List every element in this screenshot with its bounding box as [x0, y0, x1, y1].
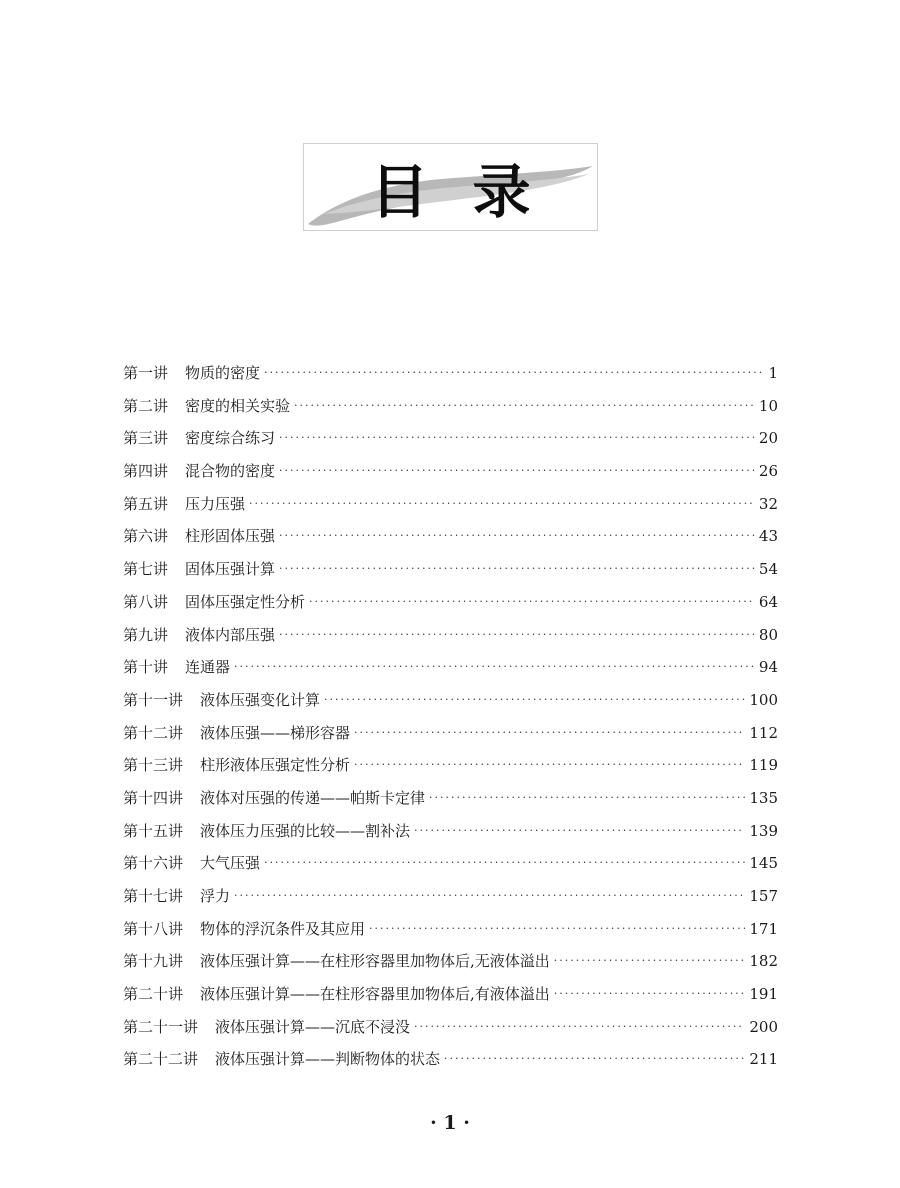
- lecture-number: 第十九讲: [123, 952, 184, 971]
- toc-title: 目录: [370, 158, 575, 226]
- lecture-number: 第九讲: [123, 625, 169, 644]
- toc-entry[interactable]: [123, 885, 778, 918]
- lecture-number: 第二讲: [123, 396, 169, 415]
- lecture-title: 混合物的密度: [185, 462, 276, 481]
- lecture-title: 密度综合练习: [185, 429, 276, 448]
- dot-leader: [429, 791, 745, 804]
- lecture-number: 第十三讲: [123, 756, 184, 775]
- lecture-number: 第三讲: [123, 429, 169, 448]
- page-ref: 94: [758, 658, 778, 677]
- toc-entry[interactable]: [123, 722, 778, 755]
- lecture-number: 第六讲: [123, 527, 169, 546]
- page-ref: 211: [749, 1050, 778, 1069]
- lecture-title: 柱形液体压强定性分析: [200, 756, 351, 775]
- lecture-title: 液体压强计算——在柱形容器里加物体后,有液体溢出: [200, 985, 550, 1004]
- lecture-number: 第十一讲: [123, 690, 184, 709]
- toc-entry[interactable]: [123, 395, 778, 428]
- toc-title-banner: [303, 143, 598, 231]
- dot-leader: [234, 889, 745, 902]
- lecture-number: 第十五讲: [123, 821, 184, 840]
- page-ref: 80: [758, 625, 778, 644]
- toc-entry[interactable]: [123, 525, 778, 558]
- toc-entry[interactable]: [123, 689, 778, 722]
- dot-leader: [264, 366, 764, 379]
- page-ref: 54: [758, 560, 778, 579]
- lecture-title: 液体压强——梯形容器: [200, 723, 351, 742]
- page-ref: 43: [758, 527, 778, 546]
- toc-entry[interactable]: [123, 591, 778, 624]
- dot-leader: [354, 758, 745, 771]
- toc-entry[interactable]: [123, 624, 778, 657]
- toc-entry[interactable]: [123, 918, 778, 951]
- lecture-title: 连通器: [185, 658, 231, 677]
- page-ref: 26: [758, 462, 778, 481]
- page-ref: 10: [758, 396, 778, 415]
- lecture-title: 密度的相关实验: [185, 396, 291, 415]
- lecture-title: 液体压强计算——在柱形容器里加物体后,无液体溢出: [200, 952, 550, 971]
- lecture-title: 物质的密度: [185, 364, 261, 382]
- dot-leader: [369, 922, 745, 935]
- dot-leader: [279, 431, 755, 444]
- toc-entry[interactable]: [123, 460, 778, 493]
- dot-leader: [554, 954, 746, 967]
- dot-leader: [554, 987, 746, 1000]
- lecture-title: 液体内部压强: [185, 625, 276, 644]
- lecture-number: 第七讲: [123, 560, 169, 579]
- page-ref: 64: [758, 592, 778, 611]
- page-ref: 191: [749, 985, 778, 1004]
- lecture-title: 液体压强计算——判断物体的状态: [215, 1050, 441, 1069]
- lecture-title: 大气压强: [200, 854, 261, 873]
- toc-entry[interactable]: [123, 852, 778, 885]
- lecture-number: 第一讲: [123, 364, 169, 382]
- lecture-number: 第四讲: [123, 462, 169, 481]
- lecture-number: 第十八讲: [123, 919, 184, 938]
- page-ref: 20: [758, 429, 778, 448]
- lecture-number: 第二十讲: [123, 985, 184, 1004]
- page-ref: 182: [749, 952, 778, 971]
- dot-leader: [444, 1052, 745, 1065]
- lecture-title: 柱形固体压强: [185, 527, 276, 546]
- lecture-number: 第十六讲: [123, 854, 184, 873]
- page-ref: 100: [749, 690, 778, 709]
- page-number: · 1 ·: [430, 1112, 470, 1134]
- page-ref: 32: [758, 494, 778, 513]
- toc-entry[interactable]: [123, 754, 778, 787]
- dot-leader: [309, 595, 755, 608]
- lecture-number: 第十二讲: [123, 723, 184, 742]
- lecture-number: 第五讲: [123, 494, 169, 513]
- toc-entry[interactable]: [123, 787, 778, 820]
- lecture-title: 浮力: [200, 887, 231, 905]
- dot-leader: [294, 399, 755, 412]
- lecture-title: 物体的浮沉条件及其应用: [200, 919, 366, 938]
- dot-leader: [279, 529, 755, 542]
- page-ref: 119: [749, 756, 778, 775]
- dot-leader: [249, 497, 755, 510]
- lecture-number: 第十四讲: [123, 788, 184, 807]
- dot-leader: [354, 726, 745, 739]
- dot-leader: [414, 1020, 745, 1033]
- page-ref: 1: [768, 364, 778, 382]
- dot-leader: [279, 464, 755, 477]
- toc-entry[interactable]: [123, 1016, 778, 1049]
- lecture-title: 液体压力压强的比较——割补法: [200, 821, 411, 840]
- toc-entry[interactable]: [123, 427, 778, 460]
- page-ref: 139: [749, 821, 778, 840]
- page-ref: 200: [749, 1017, 778, 1036]
- lecture-title: 液体对压强的传递——帕斯卡定律: [200, 788, 426, 807]
- toc-entry[interactable]: [123, 558, 778, 591]
- lecture-number: 第十讲: [123, 658, 169, 677]
- dot-leader: [279, 628, 755, 641]
- page-ref: 135: [749, 788, 778, 807]
- lecture-number: 第二十二讲: [123, 1050, 199, 1069]
- lecture-title: 液体压强变化计算: [200, 690, 321, 709]
- dot-leader: [414, 824, 745, 837]
- page-ref: 112: [749, 723, 778, 742]
- lecture-number: 第二十一讲: [123, 1017, 199, 1036]
- lecture-title: 液体压强计算——沉底不浸没: [215, 1017, 411, 1036]
- toc-entry[interactable]: [123, 820, 778, 853]
- page-ref: 171: [749, 919, 778, 938]
- toc-entry[interactable]: [123, 362, 778, 395]
- dot-leader: [279, 562, 755, 575]
- toc-entry[interactable]: [123, 656, 778, 689]
- page-ref: 157: [749, 887, 778, 905]
- dot-leader: [234, 660, 755, 673]
- lecture-number: 第十七讲: [123, 887, 184, 905]
- lecture-number: 第八讲: [123, 592, 169, 611]
- dot-leader: [324, 693, 745, 706]
- table-of-contents: [123, 362, 778, 1081]
- dot-leader: [264, 856, 745, 869]
- toc-entry[interactable]: [123, 950, 778, 983]
- lecture-title: 固体压强定性分析: [185, 592, 306, 611]
- toc-entry[interactable]: [123, 983, 778, 1016]
- lecture-title: 固体压强计算: [185, 560, 276, 579]
- toc-entry[interactable]: [123, 1048, 778, 1081]
- toc-entry[interactable]: [123, 493, 778, 526]
- lecture-title: 压力压强: [185, 494, 246, 513]
- page-ref: 145: [749, 854, 778, 873]
